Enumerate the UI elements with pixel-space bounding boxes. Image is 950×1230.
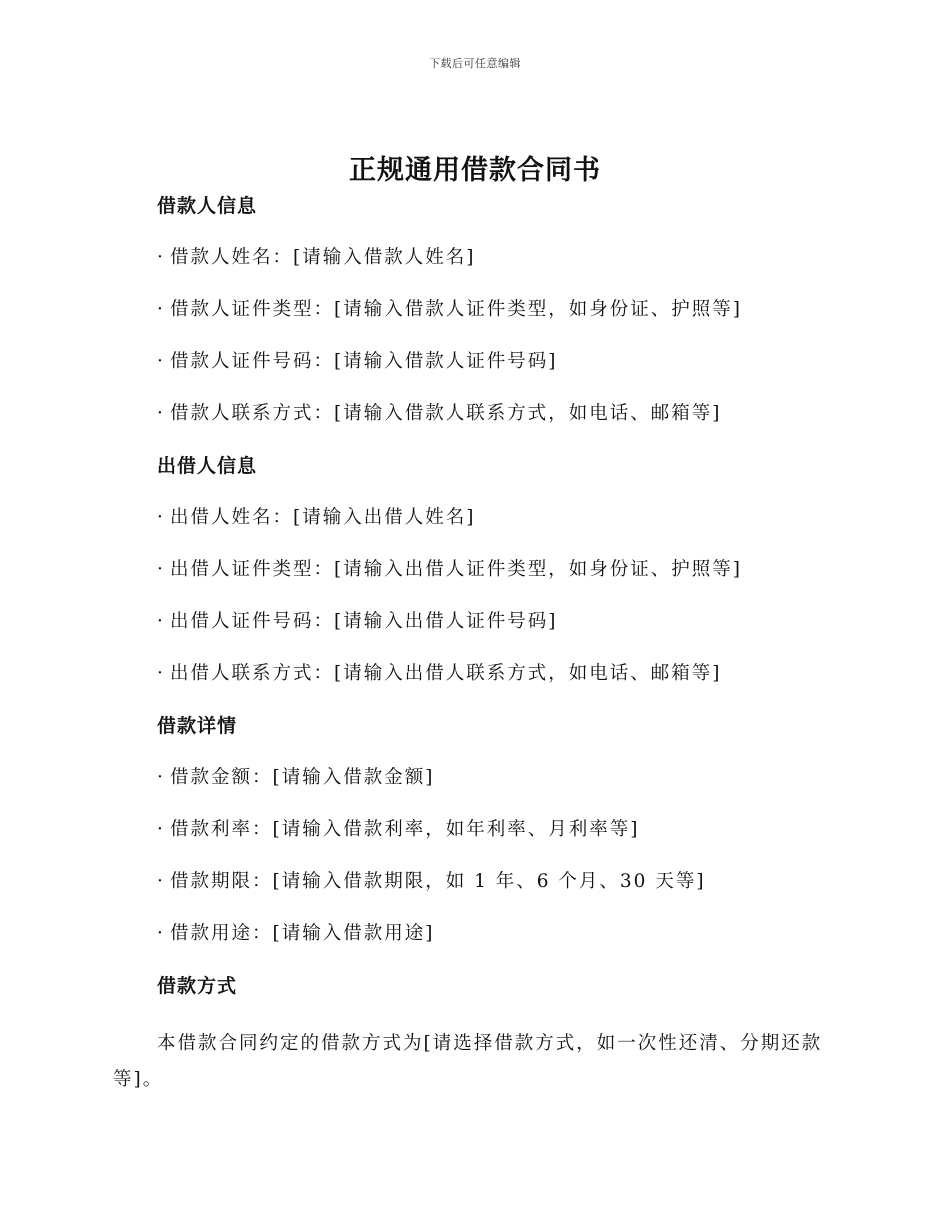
loan-purpose-text: 借款用途：[请输入借款用途] — [170, 923, 435, 944]
bullet-icon: · — [157, 767, 163, 788]
bullet-icon: · — [157, 611, 163, 632]
document-body — [113, 188, 837, 1098]
lender-info-list — [157, 506, 837, 686]
section-loan-details — [157, 714, 837, 946]
lender-contact-text: 出借人联系方式：[请输入出借人联系方式，如电话、邮箱等] — [170, 663, 722, 684]
loan-purpose-item — [157, 922, 837, 946]
loan-details-list — [157, 766, 837, 946]
loan-amount-item — [157, 766, 837, 790]
lender-id-type-item — [157, 558, 837, 582]
bullet-icon: · — [157, 247, 163, 268]
section-heading-loan-details: 借款详情 — [157, 715, 238, 737]
lender-name-item — [157, 506, 837, 530]
section-lender-info — [157, 454, 837, 686]
lender-id-number-text: 出借人证件号码：[请输入出借人证件号码] — [170, 611, 558, 632]
loan-term-item — [157, 870, 837, 894]
loan-rate-text: 借款利率：[请输入借款利率，如年利率、月利率等] — [170, 819, 640, 840]
borrower-id-number-text: 借款人证件号码：[请输入借款人证件号码] — [170, 351, 558, 372]
bullet-icon: · — [157, 871, 163, 892]
borrower-name-item — [157, 246, 837, 270]
lender-contact-item — [157, 662, 837, 686]
borrower-id-number-item — [157, 350, 837, 374]
document-title: 正规通用借款合同书 — [349, 155, 601, 186]
loan-amount-text: 借款金额：[请输入借款金额] — [170, 767, 435, 788]
bullet-icon: · — [157, 663, 163, 684]
section-loan-method — [113, 974, 837, 1098]
bullet-icon: · — [157, 299, 163, 320]
borrower-info-list — [157, 246, 837, 426]
header-note: 下载后可任意编辑 — [429, 57, 521, 70]
bullet-icon: · — [157, 559, 163, 580]
bullet-icon: · — [157, 819, 163, 840]
section-heading-lender-info: 出借人信息 — [157, 455, 258, 477]
section-heading-borrower-info: 借款人信息 — [157, 195, 258, 217]
borrower-name-text: 借款人姓名：[请输入借款人姓名] — [170, 247, 476, 268]
bullet-icon: · — [157, 507, 163, 528]
borrower-id-type-text: 借款人证件类型：[请输入借款人证件类型，如身份证、护照等] — [170, 299, 742, 320]
borrower-id-type-item — [157, 298, 837, 322]
lender-name-text: 出借人姓名：[请输入出借人姓名] — [170, 507, 476, 528]
lender-id-type-text: 出借人证件类型：[请输入出借人证件类型，如身份证、护照等] — [170, 559, 742, 580]
borrower-contact-text: 借款人联系方式：[请输入借款人联系方式，如电话、邮箱等] — [170, 403, 722, 424]
section-borrower-info — [157, 194, 837, 426]
lender-id-number-item — [157, 610, 837, 634]
loan-method-paragraph: 本借款合同约定的借款方式为[请选择借款方式，如一次性还清、分期还款等]。 — [113, 1033, 823, 1090]
loan-rate-item — [157, 818, 837, 842]
loan-term-text: 借款期限：[请输入借款期限，如 1 年、6 个月、30 天等] — [170, 871, 706, 892]
bullet-icon: · — [157, 351, 163, 372]
bullet-icon: · — [157, 923, 163, 944]
section-heading-loan-method: 借款方式 — [157, 975, 238, 997]
bullet-icon: · — [157, 403, 163, 424]
borrower-contact-item — [157, 402, 837, 426]
